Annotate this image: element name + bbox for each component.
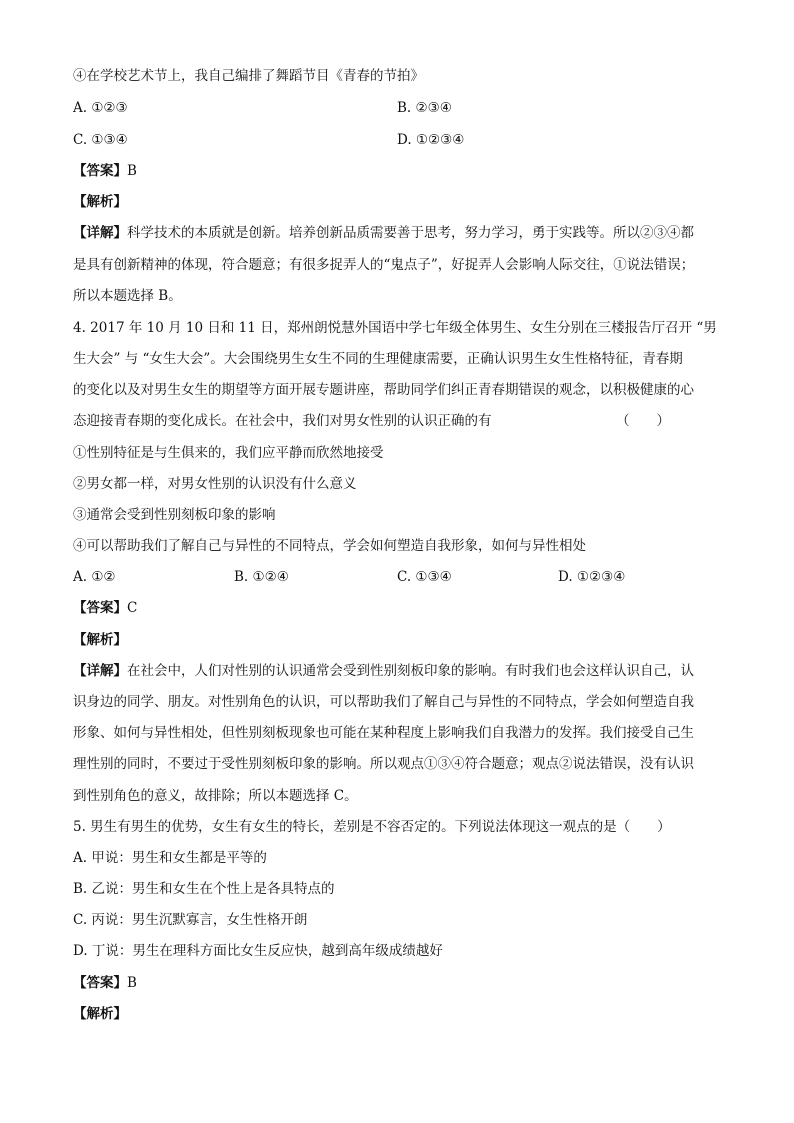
q4-item-3: ③通常会受到性别刻板印象的影响	[73, 507, 276, 523]
answer-value: B	[127, 163, 137, 179]
analysis-label: 解析	[86, 632, 114, 648]
q5-answer: 【答案】B	[73, 975, 137, 991]
q5-option-b: B. 乙说：男生和女生在个性上是各具特点的	[73, 881, 335, 897]
q3-option-c: C. ①③④	[73, 132, 128, 148]
q4-detail-line-1: 【详解】在社会中，人们对性别的认识通常会受到性别刻板印象的影响。有时我们也会这样认识自己，认	[73, 663, 694, 679]
q4-analysis-heading: 【解析】	[73, 632, 127, 648]
detail-text: 在社会中，人们对性别的认识通常会受到性别刻板印象的影响。有时我们也会这样认识自己，认	[127, 663, 694, 679]
analysis-label: 解析	[86, 1006, 114, 1022]
q4-stem-line-4: 态迎接青春期的变化成长。在社会中，我们对男女性别的认识正确的有	[73, 413, 492, 429]
answer-label: 答案	[86, 163, 114, 179]
q4-answer: 【答案】C	[73, 600, 138, 616]
q3-detail-line-3: 所以本题选择 B。	[73, 288, 182, 304]
q4-stem-line-2: 生大会” 与 “女生大会”。大会围绕男生女生不同的生理健康需要，正确认识男生女生性格特征，青春期	[73, 351, 683, 367]
q5-stem: 5. 男生有男生的优势，女生有女生的特长，差别是不容否定的。下列说法体现这一观点的是（ ）	[73, 819, 671, 835]
answer-label: 答案	[86, 975, 114, 991]
answer-value: B	[127, 975, 137, 991]
answer-label: 答案	[86, 600, 114, 616]
q4-detail-line-4: 理性别的同时，不要过于受性别刻板印象的影响。所以观点①③④符合题意；观点②说法错误，没有认识	[73, 756, 694, 772]
q4-stem-line-1: 4. 2017 年 10 月 10 日和 11 日，郑州朗悦慧外国语中学七年级全体男生、女生分别在三楼报告厅召开 “男	[73, 320, 717, 336]
q5-option-d: D. 丁说：男生在理科方面比女生反应快，越到高年级成绩越好	[73, 943, 443, 959]
q4-option-d: D. ①②③④	[558, 569, 626, 585]
q5-option-c: C. 丙说：男生沉默寡言，女生性格开朗	[73, 912, 308, 928]
q4-item-1: ①性别特征是与生俱来的，我们应平静而欣然地接受	[73, 445, 384, 461]
detail-label: 详解	[86, 663, 114, 679]
detail-label: 详解	[86, 225, 114, 241]
q4-option-a: A. ①②	[73, 569, 116, 585]
q5-analysis-heading: 【解析】	[73, 1006, 127, 1022]
q3-option-d: D. ①②③④	[397, 132, 465, 148]
q3-answer: 【答案】B	[73, 163, 137, 179]
q4-detail-line-3: 形象、如何与异性相处，但性别刻板现象也可能在某种程度上影响我们自我潜力的发挥。我们接受自己生	[73, 725, 694, 741]
detail-text: 科学技术的本质就是创新。培养创新品质需要善于思考，努力学习，勇于实践等。所以②③④都	[127, 225, 694, 241]
q4-detail-line-5: 到性别角色的意义，故排除；所以本题选择 C。	[73, 788, 358, 804]
q3-option-a: A. ①②③	[73, 100, 128, 116]
answer-value: C	[127, 600, 138, 616]
q4-option-b: B. ①②④	[234, 569, 289, 585]
analysis-label: 解析	[86, 194, 114, 210]
q4-answer-paren: （ ）	[616, 413, 670, 429]
q4-item-2: ②男女都一样，对男女性别的认识没有什么意义	[73, 476, 357, 492]
q3-detail-line-1: 【详解】科学技术的本质就是创新。培养创新品质需要善于思考，努力学习，勇于实践等。所以②③④都	[73, 225, 694, 241]
q3-option-b: B. ②③④	[397, 100, 452, 116]
q4-stem-line-3: 的变化以及对男生女生的期望等方面开展专题讲座，帮助同学们纠正青春期错误的观念，以积极健康的心	[73, 382, 694, 398]
q4-option-c: C. ①③④	[397, 569, 452, 585]
q5-option-a: A. 甲说：男生和女生都是平等的	[73, 850, 267, 866]
q4-item-4: ④可以帮助我们了解自己与异性的不同特点，学会如何塑造自我形象，如何与异性相处	[73, 538, 586, 554]
q3-detail-line-2: 是具有创新精神的体现，符合题意；有很多捉弄人的“鬼点子”，好捉弄人会影响人际交往，①说法错误；	[73, 257, 695, 273]
q3-item-4: ④在学校艺术节上，我自己编排了舞蹈节目《青春的节拍》	[73, 68, 424, 84]
q4-detail-line-2: 识身边的同学、朋友。对性别角色的认识，可以帮助我们了解自己与异性的不同特点，学会如何塑造自我	[73, 694, 694, 710]
q3-analysis-heading: 【解析】	[73, 194, 127, 210]
